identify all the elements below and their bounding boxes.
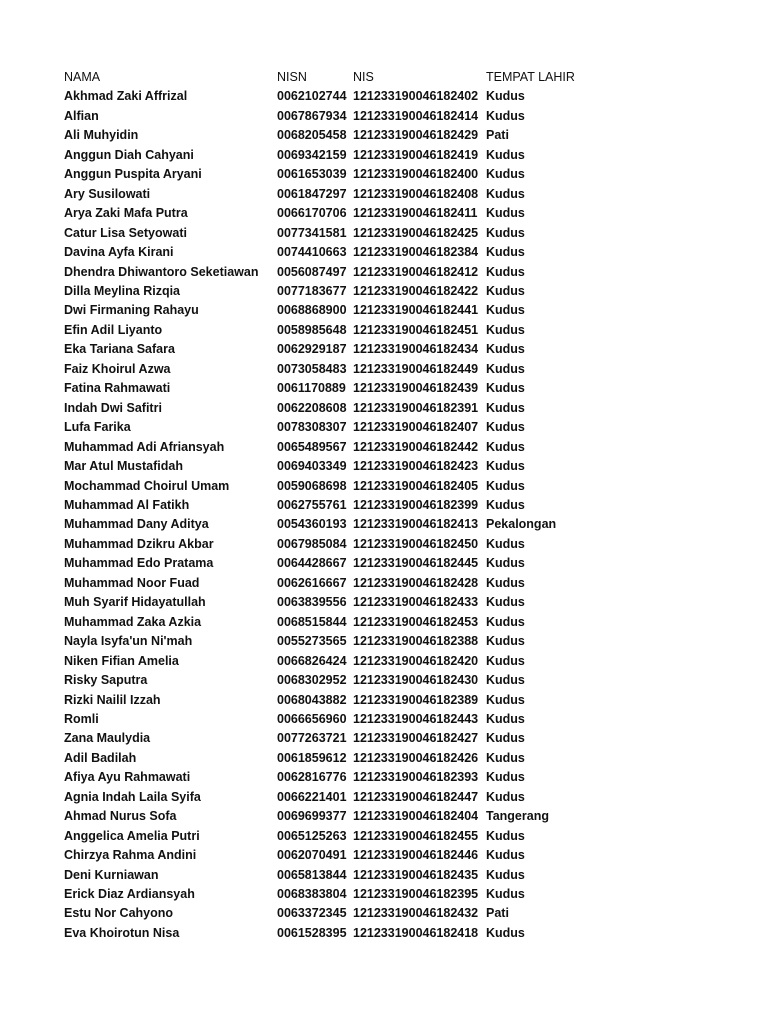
cell-nama: Deni Kurniawan xyxy=(64,867,159,882)
cell-tempat-lahir: Kudus xyxy=(486,887,525,902)
table-row xyxy=(64,788,586,807)
cell-nisn: 0068868900 xyxy=(277,303,347,318)
table-row xyxy=(64,924,586,943)
cell-tempat-lahir: Kudus xyxy=(486,497,525,512)
cell-nis: 121233190046182445 xyxy=(353,556,479,571)
cell-nama: Dilla Meylina Rizqia xyxy=(64,283,181,298)
cell-nisn: 0061859612 xyxy=(277,750,347,765)
cell-tempat-lahir: Pati xyxy=(486,128,509,143)
cell-nis: 121233190046182405 xyxy=(353,478,479,493)
table-row xyxy=(64,749,586,768)
cell-tempat-lahir: Pekalongan xyxy=(486,517,557,532)
cell-tempat-lahir: Kudus xyxy=(486,264,525,279)
cell-nama: Ary Susilowati xyxy=(64,186,151,201)
cell-nama: Chirzya Rahma Andini xyxy=(64,848,197,863)
cell-nis: 121233190046182407 xyxy=(353,420,479,435)
cell-nis: 121233190046182450 xyxy=(353,536,479,551)
cell-tempat-lahir: Kudus xyxy=(486,692,525,707)
cell-nama: Indah Dwi Safitri xyxy=(64,400,162,415)
cell-nis: 121233190046182391 xyxy=(353,400,479,415)
table-row xyxy=(64,710,586,729)
cell-nis: 121233190046182447 xyxy=(353,789,479,804)
cell-nisn: 0065125263 xyxy=(277,828,347,843)
cell-nis: 121233190046182399 xyxy=(353,497,479,512)
table-row xyxy=(64,301,586,320)
cell-nis: 121233190046182400 xyxy=(353,167,479,182)
cell-nisn: 0062208608 xyxy=(277,400,347,415)
table-row xyxy=(64,204,586,223)
cell-nisn: 0062102744 xyxy=(277,89,347,104)
table-row xyxy=(64,263,586,282)
cell-nisn: 0066656960 xyxy=(277,711,347,726)
cell-nis: 121233190046182428 xyxy=(353,575,479,590)
cell-nama: Faiz Khoirul Azwa xyxy=(64,361,171,376)
student-table xyxy=(64,68,586,943)
student-list-sheet xyxy=(64,68,704,943)
cell-tempat-lahir: Kudus xyxy=(486,167,525,182)
cell-nis: 121233190046182430 xyxy=(353,673,479,688)
cell-nis: 121233190046182419 xyxy=(353,147,479,162)
cell-nisn: 0065813844 xyxy=(277,867,347,882)
cell-nama: Muh Syarif Hidayatullah xyxy=(64,595,206,610)
cell-nis: 121233190046182429 xyxy=(353,128,479,143)
cell-nisn: 0069403349 xyxy=(277,459,347,474)
cell-nama: Alfian xyxy=(64,108,99,123)
cell-tempat-lahir: Kudus xyxy=(486,731,525,746)
header-row xyxy=(64,68,586,87)
cell-nis: 121233190046182413 xyxy=(353,517,479,532)
table-row xyxy=(64,224,586,243)
cell-nis: 121233190046182395 xyxy=(353,887,479,902)
cell-nisn: 0056087497 xyxy=(277,264,347,279)
cell-tempat-lahir: Kudus xyxy=(486,459,525,474)
cell-nisn: 0077263721 xyxy=(277,731,347,746)
cell-nis: 121233190046182442 xyxy=(353,439,479,454)
cell-nama: Anggun Puspita Aryani xyxy=(64,167,202,182)
table-row xyxy=(64,574,586,593)
cell-tempat-lahir: Tangerang xyxy=(486,809,549,824)
cell-tempat-lahir: Kudus xyxy=(486,556,525,571)
cell-tempat-lahir: Kudus xyxy=(486,711,525,726)
table-row xyxy=(64,846,586,865)
cell-nis: 121233190046182384 xyxy=(353,245,479,260)
cell-nisn: 0068043882 xyxy=(277,692,347,707)
cell-tempat-lahir: Kudus xyxy=(486,750,525,765)
cell-nis: 121233190046182433 xyxy=(353,595,479,610)
cell-nama: Risky Saputra xyxy=(64,673,148,688)
cell-nama: Estu Nor Cahyono xyxy=(64,906,174,921)
cell-tempat-lahir: Kudus xyxy=(486,673,525,688)
header-nama: NAMA xyxy=(64,70,101,84)
cell-nisn: 0055273565 xyxy=(277,634,347,649)
table-row xyxy=(64,535,586,554)
cell-tempat-lahir: Kudus xyxy=(486,925,525,940)
cell-nis: 121233190046182435 xyxy=(353,867,479,882)
table-row xyxy=(64,282,586,301)
cell-nisn: 0068383804 xyxy=(277,887,347,902)
cell-tempat-lahir: Kudus xyxy=(486,147,525,162)
cell-nisn: 0068302952 xyxy=(277,673,347,688)
cell-nisn: 0078308307 xyxy=(277,420,347,435)
table-row xyxy=(64,340,586,359)
cell-tempat-lahir: Pati xyxy=(486,906,509,921)
cell-nis: 121233190046182420 xyxy=(353,653,479,668)
cell-nama: Efin Adil Liyanto xyxy=(64,322,163,337)
cell-nisn: 0066170706 xyxy=(277,206,347,221)
table-row xyxy=(64,418,586,437)
cell-nama: Muhammad Al Fatikh xyxy=(64,497,190,512)
cell-nama: Mochammad Choirul Umam xyxy=(64,478,230,493)
table-row xyxy=(64,496,586,515)
cell-tempat-lahir: Kudus xyxy=(486,867,525,882)
cell-nama: Arya Zaki Mafa Putra xyxy=(64,206,188,221)
cell-nis: 121233190046182443 xyxy=(353,711,479,726)
cell-nis: 121233190046182389 xyxy=(353,692,479,707)
cell-nama: Romli xyxy=(64,711,99,726)
table-row xyxy=(64,87,586,106)
header-nisn: NISN xyxy=(277,70,307,84)
cell-tempat-lahir: Kudus xyxy=(486,439,525,454)
table-row xyxy=(64,107,586,126)
table-row xyxy=(64,360,586,379)
cell-nisn: 0064428667 xyxy=(277,556,347,571)
cell-nama: Muhammad Edo Pratama xyxy=(64,556,214,571)
table-row xyxy=(64,652,586,671)
cell-nisn: 0067867934 xyxy=(277,108,347,123)
header-nis: NIS xyxy=(353,70,374,84)
cell-nama: Muhammad Dany Aditya xyxy=(64,517,209,532)
cell-nis: 121233190046182388 xyxy=(353,634,479,649)
table-row xyxy=(64,379,586,398)
cell-nama: Muhammad Adi Afriansyah xyxy=(64,439,225,454)
cell-nis: 121233190046182418 xyxy=(353,925,479,940)
table-row xyxy=(64,671,586,690)
table-row xyxy=(64,399,586,418)
cell-nisn: 0063372345 xyxy=(277,906,347,921)
table-row xyxy=(64,126,586,145)
cell-nama: Erick Diaz Ardiansyah xyxy=(64,887,195,902)
cell-tempat-lahir: Kudus xyxy=(486,108,525,123)
cell-nama: Mar Atul Mustafidah xyxy=(64,459,183,474)
table-row xyxy=(64,243,586,262)
table-row xyxy=(64,729,586,748)
cell-nis: 121233190046182441 xyxy=(353,303,479,318)
cell-nama: Dhendra Dhiwantoro Seketiawan xyxy=(64,264,259,279)
cell-tempat-lahir: Kudus xyxy=(486,848,525,863)
cell-tempat-lahir: Kudus xyxy=(486,575,525,590)
cell-nis: 121233190046182453 xyxy=(353,614,479,629)
cell-nisn: 0066221401 xyxy=(277,789,347,804)
cell-nisn: 0063839556 xyxy=(277,595,347,610)
table-row xyxy=(64,768,586,787)
cell-tempat-lahir: Kudus xyxy=(486,381,525,396)
cell-nisn: 0068515844 xyxy=(277,614,347,629)
cell-nama: Muhammad Zaka Azkia xyxy=(64,614,202,629)
cell-nama: Anggun Diah Cahyani xyxy=(64,147,194,162)
cell-nis: 121233190046182425 xyxy=(353,225,479,240)
table-row xyxy=(64,691,586,710)
cell-nama: Dwi Firmaning Rahayu xyxy=(64,303,199,318)
cell-nama: Agnia Indah Laila Syifa xyxy=(64,789,201,804)
table-body xyxy=(64,87,586,943)
cell-nisn: 0066826424 xyxy=(277,653,347,668)
cell-nis: 121233190046182408 xyxy=(353,186,479,201)
cell-nis: 121233190046182427 xyxy=(353,731,479,746)
table-row xyxy=(64,866,586,885)
cell-nis: 121233190046182412 xyxy=(353,264,479,279)
cell-nama: Niken Fifian Amelia xyxy=(64,653,179,668)
table-row xyxy=(64,321,586,340)
cell-nama: Adil Badilah xyxy=(64,750,137,765)
cell-nisn: 0062929187 xyxy=(277,342,347,357)
cell-nisn: 0077341581 xyxy=(277,225,347,240)
cell-nisn: 0059068698 xyxy=(277,478,347,493)
cell-nisn: 0073058483 xyxy=(277,361,347,376)
cell-tempat-lahir: Kudus xyxy=(486,478,525,493)
cell-nisn: 0061170889 xyxy=(277,381,346,396)
table-row xyxy=(64,477,586,496)
cell-tempat-lahir: Kudus xyxy=(486,283,525,298)
cell-nisn: 0058985648 xyxy=(277,322,347,337)
cell-nama: Fatina Rahmawati xyxy=(64,381,171,396)
cell-nisn: 0062070491 xyxy=(277,848,347,863)
cell-nama: Ali Muhyidin xyxy=(64,128,139,143)
table-row xyxy=(64,613,586,632)
table-row xyxy=(64,904,586,923)
cell-nis: 121233190046182455 xyxy=(353,828,479,843)
cell-nis: 121233190046182434 xyxy=(353,342,479,357)
table-row xyxy=(64,827,586,846)
cell-nis: 121233190046182446 xyxy=(353,848,479,863)
cell-tempat-lahir: Kudus xyxy=(486,770,525,785)
cell-nis: 121233190046182432 xyxy=(353,906,479,921)
cell-nama: Muhammad Dzikru Akbar xyxy=(64,536,214,551)
cell-nisn: 0062816776 xyxy=(277,770,347,785)
cell-nis: 121233190046182426 xyxy=(353,750,479,765)
cell-nis: 121233190046182451 xyxy=(353,322,479,337)
table-row xyxy=(64,165,586,184)
table-row xyxy=(64,515,586,534)
cell-tempat-lahir: Kudus xyxy=(486,595,525,610)
cell-nisn: 0069342159 xyxy=(277,147,347,162)
cell-nisn: 0061653039 xyxy=(277,167,347,182)
cell-tempat-lahir: Kudus xyxy=(486,361,525,376)
cell-nama: Catur Lisa Setyowati xyxy=(64,225,187,240)
cell-nis: 121233190046182414 xyxy=(353,108,479,123)
cell-nama: Zana Maulydia xyxy=(64,731,151,746)
cell-nisn: 0068205458 xyxy=(277,128,347,143)
cell-nis: 121233190046182423 xyxy=(353,459,479,474)
cell-nama: Nayla Isyfa'un Ni'mah xyxy=(64,634,193,649)
cell-tempat-lahir: Kudus xyxy=(486,789,525,804)
cell-nis: 121233190046182393 xyxy=(353,770,479,785)
cell-tempat-lahir: Kudus xyxy=(486,206,525,221)
cell-tempat-lahir: Kudus xyxy=(486,186,525,201)
cell-nisn: 0077183677 xyxy=(277,283,347,298)
cell-nis: 121233190046182404 xyxy=(353,809,479,824)
cell-nisn: 0069699377 xyxy=(277,809,347,824)
cell-nisn: 0062616667 xyxy=(277,575,347,590)
cell-nama: Ahmad Nurus Sofa xyxy=(64,809,177,824)
cell-nama: Muhammad Noor Fuad xyxy=(64,575,200,590)
cell-nama: Davina Ayfa Kirani xyxy=(64,245,174,260)
cell-nama: Eva Khoirotun Nisa xyxy=(64,925,180,940)
cell-tempat-lahir: Kudus xyxy=(486,634,525,649)
cell-tempat-lahir: Kudus xyxy=(486,225,525,240)
cell-nisn: 0062755761 xyxy=(277,497,347,512)
cell-tempat-lahir: Kudus xyxy=(486,89,525,104)
cell-tempat-lahir: Kudus xyxy=(486,653,525,668)
table-row xyxy=(64,457,586,476)
cell-tempat-lahir: Kudus xyxy=(486,400,525,415)
table-row xyxy=(64,885,586,904)
cell-tempat-lahir: Kudus xyxy=(486,342,525,357)
header-tempat-lahir: TEMPAT LAHIR xyxy=(486,70,575,84)
cell-nama: Lufa Farika xyxy=(64,420,131,435)
cell-nisn: 0065489567 xyxy=(277,439,347,454)
table-row xyxy=(64,632,586,651)
cell-tempat-lahir: Kudus xyxy=(486,303,525,318)
cell-nis: 121233190046182449 xyxy=(353,361,479,376)
cell-nama: Rizki Nailil Izzah xyxy=(64,692,161,707)
cell-nis: 121233190046182402 xyxy=(353,89,479,104)
cell-nama: Eka Tariana Safara xyxy=(64,342,175,357)
cell-nisn: 0074410663 xyxy=(277,245,347,260)
cell-nisn: 0067985084 xyxy=(277,536,347,551)
table-row xyxy=(64,146,586,165)
table-row xyxy=(64,185,586,204)
cell-nis: 121233190046182422 xyxy=(353,283,479,298)
cell-tempat-lahir: Kudus xyxy=(486,536,525,551)
cell-tempat-lahir: Kudus xyxy=(486,614,525,629)
cell-tempat-lahir: Kudus xyxy=(486,828,525,843)
table-row xyxy=(64,593,586,612)
cell-tempat-lahir: Kudus xyxy=(486,245,525,260)
cell-tempat-lahir: Kudus xyxy=(486,420,525,435)
cell-nama: Akhmad Zaki Affrizal xyxy=(64,89,188,104)
table-row xyxy=(64,438,586,457)
cell-nisn: 0061847297 xyxy=(277,186,347,201)
cell-nisn: 0054360193 xyxy=(277,517,347,532)
cell-nis: 121233190046182411 xyxy=(353,206,478,221)
cell-nama: Afiya Ayu Rahmawati xyxy=(64,770,191,785)
cell-nama: Anggelica Amelia Putri xyxy=(64,828,200,843)
cell-nisn: 0061528395 xyxy=(277,925,347,940)
cell-tempat-lahir: Kudus xyxy=(486,322,525,337)
table-row xyxy=(64,807,586,826)
cell-nis: 121233190046182439 xyxy=(353,381,479,396)
table-row xyxy=(64,554,586,573)
